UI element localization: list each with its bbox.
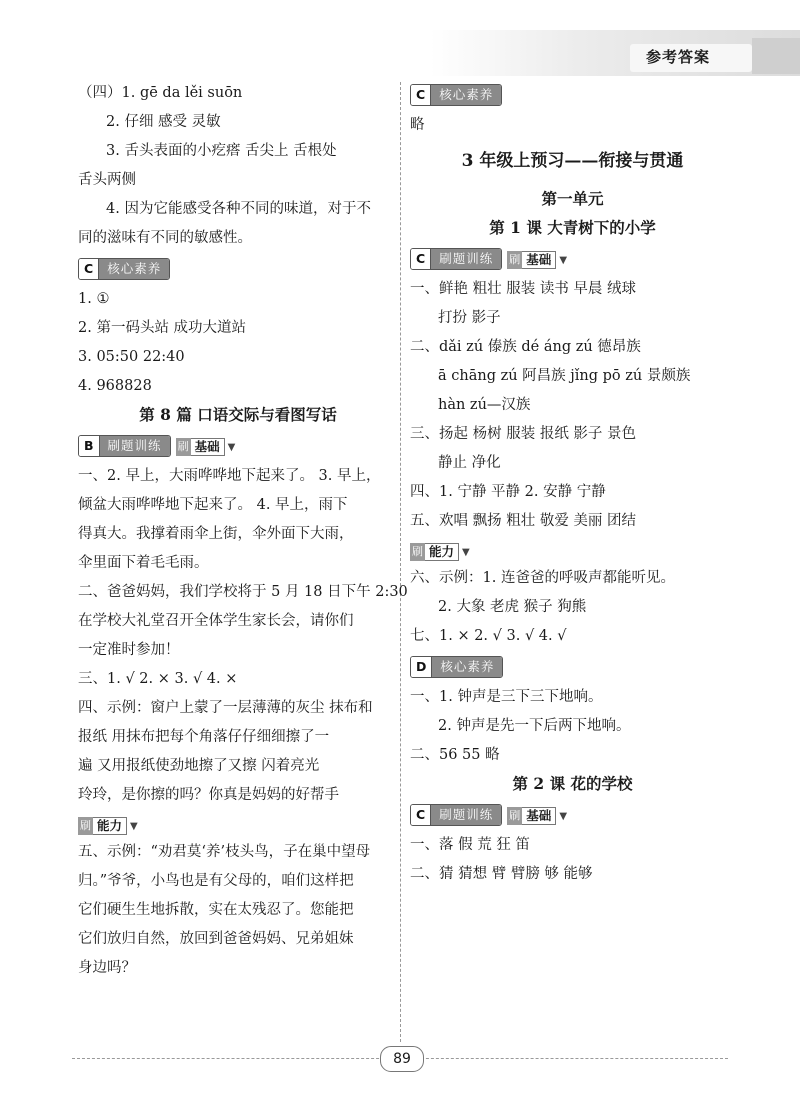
badge-letter: D (411, 657, 432, 677)
badge-letter: B (79, 436, 100, 456)
answer-line: 六、示例：1. 连爸爸的呼吸声都能听见。 (410, 570, 675, 586)
tag-basic (507, 807, 567, 825)
badge-letter: C (411, 249, 431, 269)
badge-letter: C (411, 85, 431, 105)
badge-text: 刷题训练 (431, 805, 501, 825)
preview-title: 3 年级上预习——衔接与贯通 (461, 151, 684, 171)
answer-line: 3. 舌头表面的小疙瘩 舌尖上 舌根处 (106, 143, 337, 159)
badge-text: 核心素养 (432, 657, 502, 677)
badge-text: 刷题训练 (100, 436, 170, 456)
badge-text: 核心素养 (431, 85, 501, 105)
triangle-down-icon: ▼ (130, 820, 138, 832)
triangle-down-icon: ▼ (227, 441, 236, 453)
tag-label: 基础 (191, 438, 225, 456)
answer-line: 身边吗？ (78, 960, 136, 976)
chapter-title: 第 8 篇 口语交际与看图写话 (139, 405, 337, 424)
brush-icon: 刷 (176, 438, 191, 456)
section-badge-core (78, 258, 170, 280)
section-badge-core (410, 84, 502, 106)
tag-label: 能力 (93, 817, 127, 835)
answer-line: 归。”爷爷，小鸟也是有父母的，咱们这样把 (78, 873, 354, 889)
section-badge-practice (410, 248, 502, 270)
answer-line: 一、2. 早上，大雨哗哗地下起来了。 3. 早上， (78, 468, 381, 484)
answer-line: 它们硬生生地拆散，实在太残忍了。您能把 (78, 902, 354, 918)
unit-title: 第一单元 (541, 189, 604, 208)
answer-line: 1. ① (78, 291, 110, 307)
tag-label: 能力 (425, 543, 459, 561)
answer-line: 2. 仔细 感受 灵敏 (106, 114, 221, 130)
section-badge-core (410, 656, 503, 678)
answer-line: 同的滋味有不同的敏感性。 (78, 230, 252, 246)
answer-line: 略 (410, 117, 425, 133)
answer-line: 三、扬起 杨树 服装 报纸 影子 景色 (410, 426, 637, 442)
answer-line: 4. 968828 (78, 378, 152, 394)
answer-line: 静止 净化 (438, 455, 501, 471)
header-corner-block (752, 38, 800, 74)
answer-line: 五、示例：“劝君莫‘养’枝头鸟，子在巢中望母 (78, 844, 371, 860)
answer-line: hàn zú—汉族 (438, 397, 531, 413)
answer-line: 二、dǎi zú 傣族 dé áng zú 德昂族 (410, 339, 641, 355)
answer-line: 在学校大礼堂召开全体学生家长会，请你们 (78, 613, 354, 629)
badge-text: 刷题训练 (431, 249, 501, 269)
answer-line: 七、1. × 2. √ 3. √ 4. √ (410, 628, 567, 644)
answer-line: 舌头两侧 (78, 172, 136, 188)
section-badge-practice (78, 435, 171, 457)
answer-line: 得真大。我撑着雨伞上街，伞外面下大雨， (78, 526, 354, 542)
right-column (410, 82, 735, 892)
answer-line: 打扮 影子 (438, 310, 501, 326)
answer-line: 2. 第一码头站 成功大道站 (78, 320, 247, 336)
tag-basic (176, 438, 236, 456)
answer-line: 玲玲，是你擦的吗？你真是妈妈的好帮手 (78, 787, 339, 803)
triangle-down-icon: ▼ (462, 546, 470, 558)
badge-letter: C (79, 259, 99, 279)
page-number: 89 (380, 1046, 424, 1072)
section-badge-practice (410, 804, 502, 826)
tag-ability (410, 543, 470, 561)
brush-icon: 刷 (410, 543, 425, 561)
left-column (78, 82, 408, 986)
answer-line: 2. 钟声是先一下后两下地响。 (438, 718, 631, 734)
lesson-title: 第 2 课 花的学校 (512, 774, 633, 793)
answer-line: 二、爸爸妈妈，我们学校将于 5 月 18 日下午 2:30 (78, 584, 408, 600)
badge-letter: C (411, 805, 431, 825)
tag-basic (507, 251, 567, 269)
answer-line: 2. 大象 老虎 猴子 狗熊 (438, 599, 587, 615)
answer-line: 五、欢唱 飘扬 粗壮 敬爱 美丽 团结 (410, 513, 637, 529)
brush-icon: 刷 (78, 817, 93, 835)
brush-icon: 刷 (507, 251, 522, 269)
badge-text: 核心素养 (99, 259, 169, 279)
answer-line: 它们放归自然，放回到爸爸妈妈、兄弟姐妹 (78, 931, 354, 947)
lesson-title: 第 1 课 大青树下的小学 (489, 218, 656, 237)
answer-line: 一、落 假 荒 狂 笛 (410, 837, 530, 853)
answer-line: 伞里面下着毛毛雨。 (78, 555, 209, 571)
answer-line: 二、56 55 略 (410, 747, 500, 763)
answer-line: 一、1. 钟声是三下三下地响。 (410, 689, 603, 705)
answer-line: （四）1. gē da lěi suōn (78, 85, 243, 101)
tag-label: 基础 (522, 251, 556, 269)
answer-line: ā chāng zú 阿昌族 jǐng pō zú 景颇族 (438, 368, 691, 384)
answer-line: 一、鲜艳 粗壮 服装 读书 早晨 绒球 (410, 281, 637, 297)
answer-line: 遍 又用报纸使劲地擦了又擦 闪着亮光 (78, 758, 320, 774)
tag-ability (78, 817, 138, 835)
brush-icon: 刷 (507, 807, 522, 825)
answer-line: 一定准时参加！ (78, 642, 180, 658)
page-header-title: 参考答案 (646, 48, 711, 66)
answer-line: 四、示例：窗户上蒙了一层薄薄的灰尘 抹布和 (78, 700, 373, 716)
answer-line: 报纸 用抹布把每个角落仔仔细细擦了一 (78, 729, 330, 745)
answer-line: 3. 05:50 22:40 (78, 349, 185, 365)
tag-label: 基础 (522, 807, 556, 825)
answer-line: 二、猜 猜想 臂 臂膀 够 能够 (410, 866, 593, 882)
triangle-down-icon: ▼ (559, 254, 568, 266)
column-divider (400, 82, 401, 1042)
triangle-down-icon: ▼ (559, 810, 568, 822)
answer-line: 三、1. √ 2. × 3. √ 4. × (78, 671, 238, 687)
answer-line: 4. 因为它能感受各种不同的味道，对于不 (106, 201, 371, 217)
answer-line: 倾盆大雨哗哗地下起来了。 4. 早上，雨下 (78, 497, 348, 513)
answer-line: 四、1. 宁静 平静 2. 安静 宁静 (410, 484, 606, 500)
